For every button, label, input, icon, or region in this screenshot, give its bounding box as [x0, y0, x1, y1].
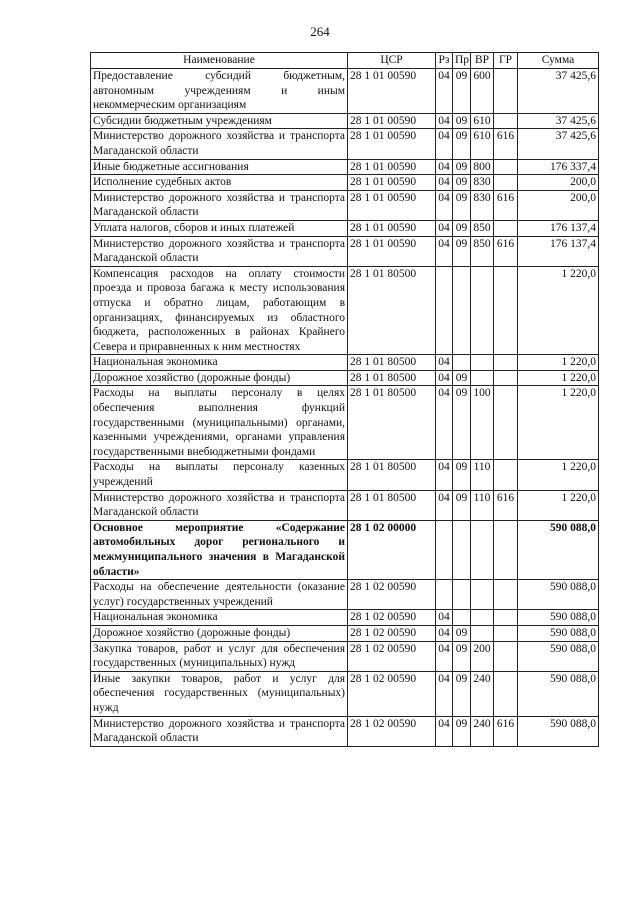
cell-vr: 240: [471, 716, 494, 746]
cell-pr: [453, 355, 471, 371]
cell-vr: 240: [471, 671, 494, 716]
table-row: [91, 610, 599, 626]
cell-vr: 610: [471, 129, 494, 159]
cell-vr: [471, 625, 494, 641]
cell-name: Министерство дорожного хозяйства и транспорта Магаданской области: [91, 716, 348, 746]
cell-rz: 04: [436, 671, 453, 716]
cell-pr: 09: [453, 625, 471, 641]
cell-name: Иные бюджетные ассигнования: [91, 159, 348, 175]
cell-rz: 04: [436, 641, 453, 671]
cell-rz: 04: [436, 370, 453, 386]
cell-pr: 09: [453, 190, 471, 220]
cell-rz: 04: [436, 716, 453, 746]
cell-name: Предоставление субсидий бюджетным, автономным учреждениям и иным некоммерческим организациям: [91, 69, 348, 114]
cell-csr: 28 1 01 00590: [348, 175, 436, 191]
cell-rz: [436, 520, 453, 579]
cell-csr: 28 1 01 00590: [348, 159, 436, 175]
cell-rz: [436, 266, 453, 355]
page-number: 264: [310, 24, 330, 39]
cell-csr: 28 1 01 00590: [348, 190, 436, 220]
header-sum: Сумма: [518, 53, 599, 69]
cell-csr: 28 1 01 00590: [348, 129, 436, 159]
cell-vr: 830: [471, 190, 494, 220]
cell-csr: 28 1 01 80500: [348, 490, 436, 520]
cell-gr: [494, 69, 518, 114]
cell-gr: 616: [494, 716, 518, 746]
table-row: [91, 580, 599, 610]
cell-pr: 09: [453, 236, 471, 266]
cell-name: Расходы на выплаты персоналу казенных учреждений: [91, 460, 348, 490]
cell-name: Министерство дорожного хозяйства и транспорта Магаданской области: [91, 190, 348, 220]
cell-gr: [494, 113, 518, 129]
cell-gr: [494, 625, 518, 641]
cell-pr: 09: [453, 671, 471, 716]
cell-gr: [494, 386, 518, 460]
cell-name: Дорожное хозяйство (дорожные фонды): [91, 370, 348, 386]
cell-vr: 850: [471, 220, 494, 236]
cell-pr: 09: [453, 69, 471, 114]
cell-csr: 28 1 02 00590: [348, 671, 436, 716]
cell-name: Национальная экономика: [91, 610, 348, 626]
cell-sum: 176 337,4: [518, 159, 599, 175]
cell-pr: [453, 520, 471, 579]
cell-vr: [471, 355, 494, 371]
cell-rz: 04: [436, 610, 453, 626]
cell-sum: 176 137,4: [518, 220, 599, 236]
cell-pr: 09: [453, 220, 471, 236]
cell-pr: 09: [453, 490, 471, 520]
cell-gr: [494, 175, 518, 191]
header-csr: ЦСР: [348, 53, 436, 69]
header-pr: Пр: [453, 53, 471, 69]
cell-sum: 590 088,0: [518, 580, 599, 610]
cell-csr: 28 1 01 80500: [348, 370, 436, 386]
cell-gr: 616: [494, 190, 518, 220]
cell-rz: 04: [436, 386, 453, 460]
cell-sum: 37 425,6: [518, 113, 599, 129]
cell-vr: 100: [471, 386, 494, 460]
cell-pr: 09: [453, 716, 471, 746]
cell-gr: [494, 220, 518, 236]
table-row: [91, 386, 599, 460]
cell-name: Иные закупки товаров, работ и услуг для обеспечения государственных (муниципальных) нужд: [91, 671, 348, 716]
cell-vr: 610: [471, 113, 494, 129]
table-row: [91, 159, 599, 175]
table-row: [91, 355, 599, 371]
cell-gr: [494, 266, 518, 355]
table-body: [91, 69, 599, 747]
table-row: [91, 190, 599, 220]
cell-name: Расходы на выплаты персоналу в целях обеспечения выполнения функций государственными (муниципальными) органами, казенными учреждениями, органами управления государственными внебюджетными фондами: [91, 386, 348, 460]
cell-pr: [453, 266, 471, 355]
cell-csr: 28 1 02 00590: [348, 716, 436, 746]
cell-vr: 110: [471, 460, 494, 490]
table-row: [91, 69, 599, 114]
cell-sum: 590 088,0: [518, 625, 599, 641]
cell-vr: [471, 266, 494, 355]
cell-pr: 09: [453, 641, 471, 671]
cell-gr: [494, 641, 518, 671]
cell-csr: 28 1 01 80500: [348, 460, 436, 490]
header-name: Наименование: [91, 53, 348, 69]
cell-vr: [471, 610, 494, 626]
cell-rz: 04: [436, 220, 453, 236]
cell-csr: 28 1 02 00590: [348, 610, 436, 626]
cell-gr: [494, 355, 518, 371]
cell-rz: 04: [436, 175, 453, 191]
cell-sum: 590 088,0: [518, 520, 599, 579]
cell-name: Субсидии бюджетным учреждениям: [91, 113, 348, 129]
cell-gr: 616: [494, 236, 518, 266]
cell-gr: [494, 520, 518, 579]
cell-name: Исполнение судебных актов: [91, 175, 348, 191]
cell-rz: 04: [436, 69, 453, 114]
cell-csr: 28 1 01 80500: [348, 355, 436, 371]
cell-csr: 28 1 01 00590: [348, 113, 436, 129]
cell-pr: 09: [453, 159, 471, 175]
cell-name: Министерство дорожного хозяйства и транспорта Магаданской области: [91, 236, 348, 266]
cell-sum: 1 220,0: [518, 370, 599, 386]
cell-vr: 200: [471, 641, 494, 671]
cell-pr: [453, 610, 471, 626]
table-row: [91, 220, 599, 236]
cell-rz: 04: [436, 355, 453, 371]
cell-vr: 830: [471, 175, 494, 191]
cell-name: Расходы на обеспечение деятельности (оказание услуг) государственных учреждений: [91, 580, 348, 610]
table-row: [91, 490, 599, 520]
cell-sum: 1 220,0: [518, 266, 599, 355]
cell-name: Дорожное хозяйство (дорожные фонды): [91, 625, 348, 641]
cell-csr: 28 1 02 00000: [348, 520, 436, 579]
cell-name: Министерство дорожного хозяйства и транспорта Магаданской области: [91, 490, 348, 520]
cell-vr: [471, 520, 494, 579]
cell-sum: 590 088,0: [518, 641, 599, 671]
cell-pr: 09: [453, 386, 471, 460]
budget-table: [90, 52, 599, 747]
cell-csr: 28 1 02 00590: [348, 580, 436, 610]
cell-pr: 09: [453, 113, 471, 129]
cell-name: Министерство дорожного хозяйства и транспорта Магаданской области: [91, 129, 348, 159]
cell-vr: [471, 370, 494, 386]
cell-gr: [494, 580, 518, 610]
cell-sum: 1 220,0: [518, 490, 599, 520]
cell-sum: 200,0: [518, 190, 599, 220]
cell-sum: 200,0: [518, 175, 599, 191]
cell-name: Национальная экономика: [91, 355, 348, 371]
cell-sum: 1 220,0: [518, 355, 599, 371]
header-rz: Рз: [436, 53, 453, 69]
cell-pr: 09: [453, 175, 471, 191]
table-row: [91, 266, 599, 355]
cell-sum: 1 220,0: [518, 460, 599, 490]
cell-vr: 850: [471, 236, 494, 266]
table-row: [91, 625, 599, 641]
cell-sum: 176 137,4: [518, 236, 599, 266]
cell-csr: 28 1 01 80500: [348, 386, 436, 460]
table-row: [91, 641, 599, 671]
cell-rz: 04: [436, 490, 453, 520]
cell-gr: [494, 610, 518, 626]
header-vr: ВР: [471, 53, 494, 69]
cell-vr: 600: [471, 69, 494, 114]
cell-name: Закупка товаров, работ и услуг для обеспечения государственных (муниципальных) нужд: [91, 641, 348, 671]
cell-vr: 110: [471, 490, 494, 520]
cell-gr: [494, 370, 518, 386]
cell-name: Уплата налогов, сборов и иных платежей: [91, 220, 348, 236]
cell-vr: [471, 580, 494, 610]
cell-csr: 28 1 01 00590: [348, 220, 436, 236]
cell-rz: 04: [436, 460, 453, 490]
table-row: [91, 460, 599, 490]
cell-csr: 28 1 01 80500: [348, 266, 436, 355]
cell-csr: 28 1 02 00590: [348, 625, 436, 641]
cell-sum: 590 088,0: [518, 671, 599, 716]
table-row: [91, 671, 599, 716]
table-row: [91, 716, 599, 746]
cell-csr: 28 1 01 00590: [348, 236, 436, 266]
cell-pr: 09: [453, 129, 471, 159]
cell-name: Основное мероприятие «Содержание автомобильных дорог регионального и межмуниципального значения в Магаданской области»: [91, 520, 348, 579]
cell-sum: 37 425,6: [518, 69, 599, 114]
cell-sum: 590 088,0: [518, 610, 599, 626]
header-gr: ГР: [494, 53, 518, 69]
cell-name: Компенсация расходов на оплату стоимости проезда и провоза багажа к месту использования отпуска и обратно лицам, работающим в организациях, финансируемых из областного бюджета, расположенных в районах Крайнего Севера и приравненных к ним местностях: [91, 266, 348, 355]
cell-rz: [436, 580, 453, 610]
cell-sum: 590 088,0: [518, 716, 599, 746]
cell-rz: 04: [436, 236, 453, 266]
table-row: [91, 113, 599, 129]
cell-csr: 28 1 01 00590: [348, 69, 436, 114]
cell-gr: 616: [494, 129, 518, 159]
table-row: [91, 236, 599, 266]
table-row: [91, 129, 599, 159]
cell-vr: 800: [471, 159, 494, 175]
cell-pr: [453, 580, 471, 610]
cell-pr: 09: [453, 460, 471, 490]
cell-gr: 616: [494, 490, 518, 520]
cell-rz: 04: [436, 129, 453, 159]
cell-gr: [494, 671, 518, 716]
cell-csr: 28 1 02 00590: [348, 641, 436, 671]
cell-pr: 09: [453, 370, 471, 386]
cell-rz: 04: [436, 625, 453, 641]
cell-gr: [494, 159, 518, 175]
cell-rz: 04: [436, 190, 453, 220]
cell-sum: 1 220,0: [518, 386, 599, 460]
header-row: [91, 53, 599, 69]
cell-rz: 04: [436, 159, 453, 175]
cell-rz: 04: [436, 113, 453, 129]
table-row: [91, 175, 599, 191]
table-row: [91, 370, 599, 386]
cell-gr: [494, 460, 518, 490]
cell-sum: 37 425,6: [518, 129, 599, 159]
table-row: [91, 520, 599, 579]
